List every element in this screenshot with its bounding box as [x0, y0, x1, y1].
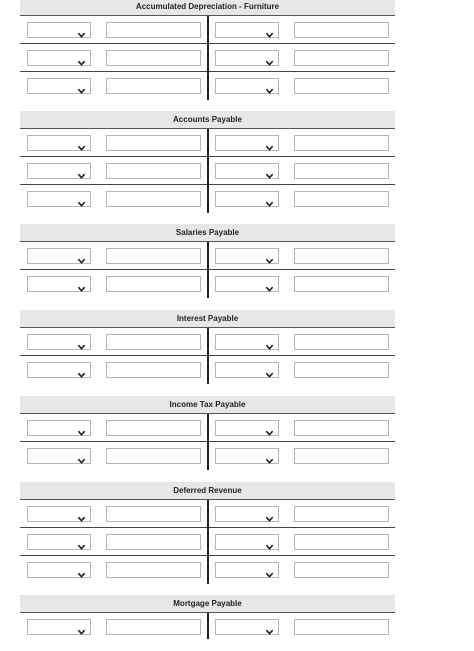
credit-account-select[interactable]	[215, 534, 279, 550]
credit-account-select[interactable]	[215, 276, 279, 292]
credit-amount-input[interactable]	[294, 248, 389, 264]
credit-amount-input[interactable]	[294, 334, 389, 350]
chevron-down-icon	[77, 452, 86, 460]
t-account	[20, 595, 395, 641]
credit-amount-input[interactable]	[294, 619, 389, 635]
credit-amount-input[interactable]	[294, 276, 389, 292]
t-account	[20, 0, 395, 100]
t-account	[20, 111, 395, 213]
chevron-down-icon	[265, 566, 274, 574]
chevron-down-icon	[77, 366, 86, 374]
chevron-down-icon	[265, 452, 274, 460]
t-account	[20, 396, 395, 470]
debit-amount-input[interactable]	[106, 135, 201, 151]
credit-amount-input[interactable]	[294, 562, 389, 578]
chevron-down-icon	[265, 252, 274, 260]
debit-account-select[interactable]	[27, 619, 91, 635]
chevron-down-icon	[77, 510, 86, 518]
chevron-down-icon	[77, 566, 86, 574]
debit-account-select[interactable]	[27, 506, 91, 522]
chevron-down-icon	[77, 82, 86, 90]
debit-account-select[interactable]	[27, 420, 91, 436]
chevron-down-icon	[265, 195, 274, 203]
credit-account-select[interactable]	[215, 448, 279, 464]
credit-account-select[interactable]	[215, 135, 279, 151]
credit-account-select[interactable]	[215, 50, 279, 66]
t-account-body	[20, 613, 395, 641]
debit-amount-input[interactable]	[106, 191, 201, 207]
chevron-down-icon	[77, 195, 86, 203]
credit-amount-input[interactable]	[294, 78, 389, 94]
debit-amount-input[interactable]	[106, 619, 201, 635]
debit-account-select[interactable]	[27, 448, 91, 464]
chevron-down-icon	[77, 139, 86, 147]
debit-account-select[interactable]	[27, 191, 91, 207]
t-account-divider	[207, 613, 209, 639]
chevron-down-icon	[265, 82, 274, 90]
credit-amount-input[interactable]	[294, 448, 389, 464]
chevron-down-icon	[77, 538, 86, 546]
t-account	[20, 482, 395, 584]
chevron-down-icon	[77, 26, 86, 34]
credit-account-select[interactable]	[215, 334, 279, 350]
debit-amount-input[interactable]	[106, 448, 201, 464]
t-account	[20, 310, 395, 384]
t-account-body	[20, 328, 395, 384]
debit-amount-input[interactable]	[106, 248, 201, 264]
credit-account-select[interactable]	[215, 163, 279, 179]
debit-account-select[interactable]	[27, 163, 91, 179]
t-account	[20, 224, 395, 298]
debit-account-select[interactable]	[27, 50, 91, 66]
credit-account-select[interactable]	[215, 420, 279, 436]
debit-account-select[interactable]	[27, 248, 91, 264]
credit-account-select[interactable]	[215, 506, 279, 522]
credit-amount-input[interactable]	[294, 420, 389, 436]
credit-account-select[interactable]	[215, 562, 279, 578]
debit-account-select[interactable]	[27, 22, 91, 38]
credit-amount-input[interactable]	[294, 362, 389, 378]
credit-account-select[interactable]	[215, 362, 279, 378]
debit-account-select[interactable]	[27, 362, 91, 378]
chevron-down-icon	[265, 280, 274, 288]
chevron-down-icon	[77, 280, 86, 288]
t-account-title: Salaries Payable	[20, 224, 395, 242]
t-account-body	[20, 242, 395, 298]
debit-account-select[interactable]	[27, 276, 91, 292]
chevron-down-icon	[77, 167, 86, 175]
debit-account-select[interactable]	[27, 562, 91, 578]
debit-amount-input[interactable]	[106, 50, 201, 66]
credit-account-select[interactable]	[215, 78, 279, 94]
credit-account-select[interactable]	[215, 22, 279, 38]
credit-amount-input[interactable]	[294, 22, 389, 38]
credit-amount-input[interactable]	[294, 50, 389, 66]
chevron-down-icon	[77, 424, 86, 432]
chevron-down-icon	[265, 623, 274, 631]
chevron-down-icon	[77, 338, 86, 346]
credit-amount-input[interactable]	[294, 506, 389, 522]
chevron-down-icon	[77, 252, 86, 260]
debit-amount-input[interactable]	[106, 78, 201, 94]
t-account-title: Mortgage Payable	[20, 595, 395, 613]
credit-account-select[interactable]	[215, 191, 279, 207]
t-account-divider	[207, 129, 209, 213]
t-account-divider	[207, 414, 209, 470]
debit-amount-input[interactable]	[106, 276, 201, 292]
t-account-divider	[207, 242, 209, 298]
t-account-title: Interest Payable	[20, 310, 395, 328]
chevron-down-icon	[265, 139, 274, 147]
t-account-title: Income Tax Payable	[20, 396, 395, 414]
t-account-divider	[207, 328, 209, 384]
credit-account-select[interactable]	[215, 248, 279, 264]
credit-amount-input[interactable]	[294, 135, 389, 151]
credit-amount-input[interactable]	[294, 534, 389, 550]
t-account-divider	[207, 16, 209, 100]
t-account-title: Accounts Payable	[20, 111, 395, 129]
debit-amount-input[interactable]	[106, 506, 201, 522]
chevron-down-icon	[265, 366, 274, 374]
t-account-body	[20, 414, 395, 470]
t-account-body	[20, 129, 395, 213]
chevron-down-icon	[265, 510, 274, 518]
credit-account-select[interactable]	[215, 619, 279, 635]
debit-account-select[interactable]	[27, 534, 91, 550]
debit-amount-input[interactable]	[106, 163, 201, 179]
t-account-divider	[207, 500, 209, 584]
debit-amount-input[interactable]	[106, 534, 201, 550]
debit-account-select[interactable]	[27, 334, 91, 350]
debit-amount-input[interactable]	[106, 22, 201, 38]
chevron-down-icon	[265, 167, 274, 175]
chevron-down-icon	[77, 54, 86, 62]
t-account-title: Accumulated Depreciation - Furniture	[20, 0, 395, 16]
debit-amount-input[interactable]	[106, 420, 201, 436]
chevron-down-icon	[265, 424, 274, 432]
t-account-body	[20, 500, 395, 584]
debit-account-select[interactable]	[27, 135, 91, 151]
debit-amount-input[interactable]	[106, 562, 201, 578]
credit-amount-input[interactable]	[294, 163, 389, 179]
debit-account-select[interactable]	[27, 78, 91, 94]
debit-amount-input[interactable]	[106, 334, 201, 350]
debit-amount-input[interactable]	[106, 362, 201, 378]
credit-amount-input[interactable]	[294, 191, 389, 207]
chevron-down-icon	[265, 538, 274, 546]
t-account-title: Deferred Revenue	[20, 482, 395, 500]
t-account-body	[20, 16, 395, 100]
chevron-down-icon	[265, 26, 274, 34]
chevron-down-icon	[77, 623, 86, 631]
chevron-down-icon	[265, 54, 274, 62]
chevron-down-icon	[265, 338, 274, 346]
